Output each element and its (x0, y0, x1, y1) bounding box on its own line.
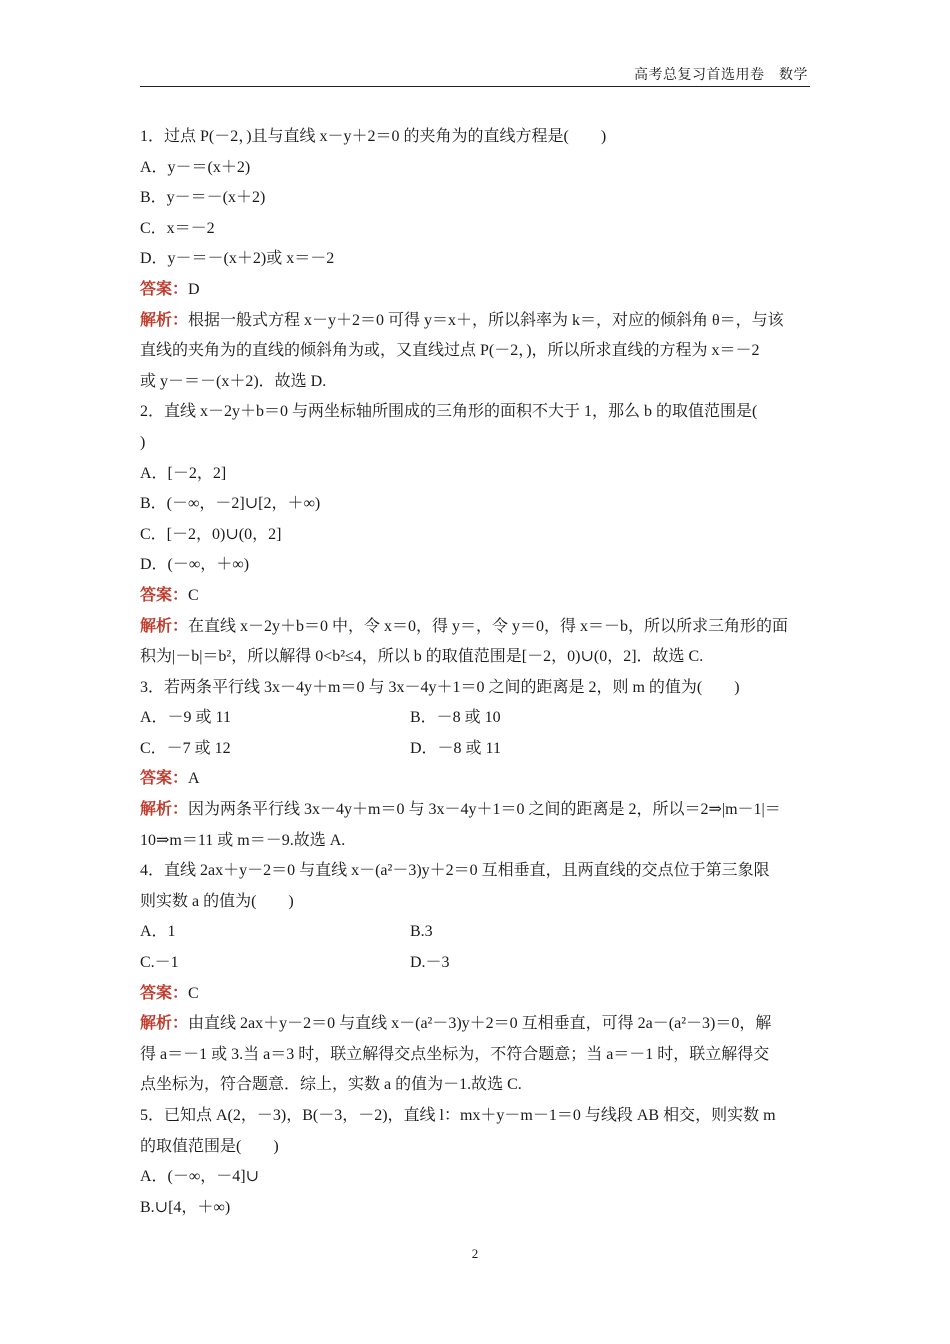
analysis-label: 解析： (140, 1015, 189, 1033)
analysis-line (140, 612, 812, 643)
line-text: 在直线 x－2y＋b＝0 中，令 x＝0，得 y＝，令 y＝0，得 x＝－b，所以所求三角形的面 (188, 617, 789, 635)
text-line: 点坐标为，符合题意．综上，实数 a 的值为－1.故选 C. (140, 1076, 522, 1094)
text-line: 积为|－b|＝b²，所以解得 0<b²≤4，所以 b 的取值范围是[－2，0)∪(0，2]．故选 C. (140, 648, 704, 666)
line-text: D (188, 280, 200, 298)
option-right: D.－3 (410, 954, 450, 972)
line-text: C (188, 586, 199, 604)
line-text: 因为两条平行线 3x－4y＋m＝0 与 3x－4y＋1＝0 之间的距离是 2，所以＝2⇒|m－1|＝ (188, 801, 781, 819)
analysis-label: 解析： (140, 801, 189, 819)
line-text: A (188, 770, 200, 788)
text-line: B.∪[4，＋∞) (140, 1198, 231, 1216)
text-line: 则实数 a 的值为( ) (140, 892, 294, 910)
analysis-line (140, 795, 812, 826)
answer-label: 答案： (140, 770, 189, 788)
text-line: B．(－∞，－2]∪[2，＋∞) (140, 495, 321, 513)
text-line: B．y－＝－(x＋2) (140, 189, 266, 207)
answer-line (140, 764, 812, 795)
text-line: ) (140, 433, 146, 451)
text-line: 4．直线 2ax＋y－2＝0 与直线 x－(a²－3)y＋2＝0 互相垂直，且两直线的交点位于第三象限 (140, 862, 770, 880)
option-row (140, 703, 812, 734)
text-line: 2．直线 x－2y＋b＝0 与两坐标轴所围成的三角形的面积不大于 1，那么 b 的取值范围是( (140, 403, 758, 421)
answer-label: 答案： (140, 984, 189, 1002)
option-right: B.3 (410, 923, 433, 941)
option-row (140, 734, 812, 765)
option-right: D．－8 或 11 (410, 739, 501, 757)
header-title: 高考总复习首选用卷 数学 (634, 68, 808, 83)
option-row (140, 917, 812, 948)
text-line: C．[－2，0)∪(0，2] (140, 525, 282, 543)
answer-line (140, 275, 812, 306)
text-line: 的取值范围是( ) (140, 1137, 279, 1155)
answer-line (140, 979, 812, 1010)
page-header (140, 62, 810, 87)
line-text: 根据一般式方程 x－y＋2＝0 可得 y＝x＋，所以斜率为 k＝，对应的倾斜角 θ＝，与该 (188, 311, 784, 329)
text-line: 10⇒m＝11 或 m＝－9.故选 A. (140, 831, 346, 849)
option-left: C.－1 (140, 954, 179, 972)
document-body (140, 122, 812, 1223)
answer-line (140, 581, 812, 612)
text-line: A．y－＝(x＋2) (140, 158, 251, 176)
text-line: D．(－∞，＋∞) (140, 556, 250, 574)
text-line: 1．过点 P(－2，)且与直线 x－y＋2＝0 的夹角为的直线方程是( ) (140, 128, 607, 145)
option-right: B．－8 或 10 (410, 709, 501, 727)
option-left: A．1 (140, 923, 176, 941)
text-line: A．(－∞，－4]∪ (140, 1168, 260, 1186)
option-left: A．－9 或 11 (140, 709, 231, 727)
analysis-line (140, 1009, 812, 1040)
option-row (140, 948, 812, 979)
text-line: D．y－＝－(x＋2)或 x＝－2 (140, 250, 335, 268)
text-line: A．[－2，2] (140, 464, 227, 482)
page-number: 2 (471, 1246, 479, 1261)
analysis-line (140, 306, 812, 337)
text-line: 5．已知点 A(2，－3)，B(－3，－2)，直线 l：mx＋y－m－1＝0 与线段 AB 相交，则实数 m (140, 1107, 776, 1124)
line-text: C (188, 984, 199, 1002)
option-left: C．－7 或 12 (140, 739, 231, 757)
text-line: 3．若两条平行线 3x－4y＋m＝0 与 3x－4y＋1＝0 之间的距离是 2，则 m 的值为( ) (140, 678, 740, 696)
line-text: 由直线 2ax＋y－2＝0 与直线 x－(a²－3)y＋2＝0 互相垂直，可得 2a－(a²－3)＝0，解 (188, 1015, 772, 1033)
analysis-label: 解析： (140, 311, 189, 329)
answer-label: 答案： (140, 586, 189, 604)
text-line: 直线的夹角为的直线的倾斜角为或，又直线过点 P(－2，)，所以所求直线的方程为 x＝－2 (140, 342, 760, 360)
analysis-label: 解析： (140, 617, 189, 635)
text-line: 得 a＝－1 或 3.当 a＝3 时，联立解得交点坐标为，不符合题意；当 a＝－1 时，联立解得交 (140, 1045, 770, 1063)
answer-label: 答案： (140, 280, 189, 298)
text-line: C．x＝－2 (140, 219, 215, 237)
text-line: 或 y－＝－(x＋2)．故选 D. (140, 372, 327, 390)
